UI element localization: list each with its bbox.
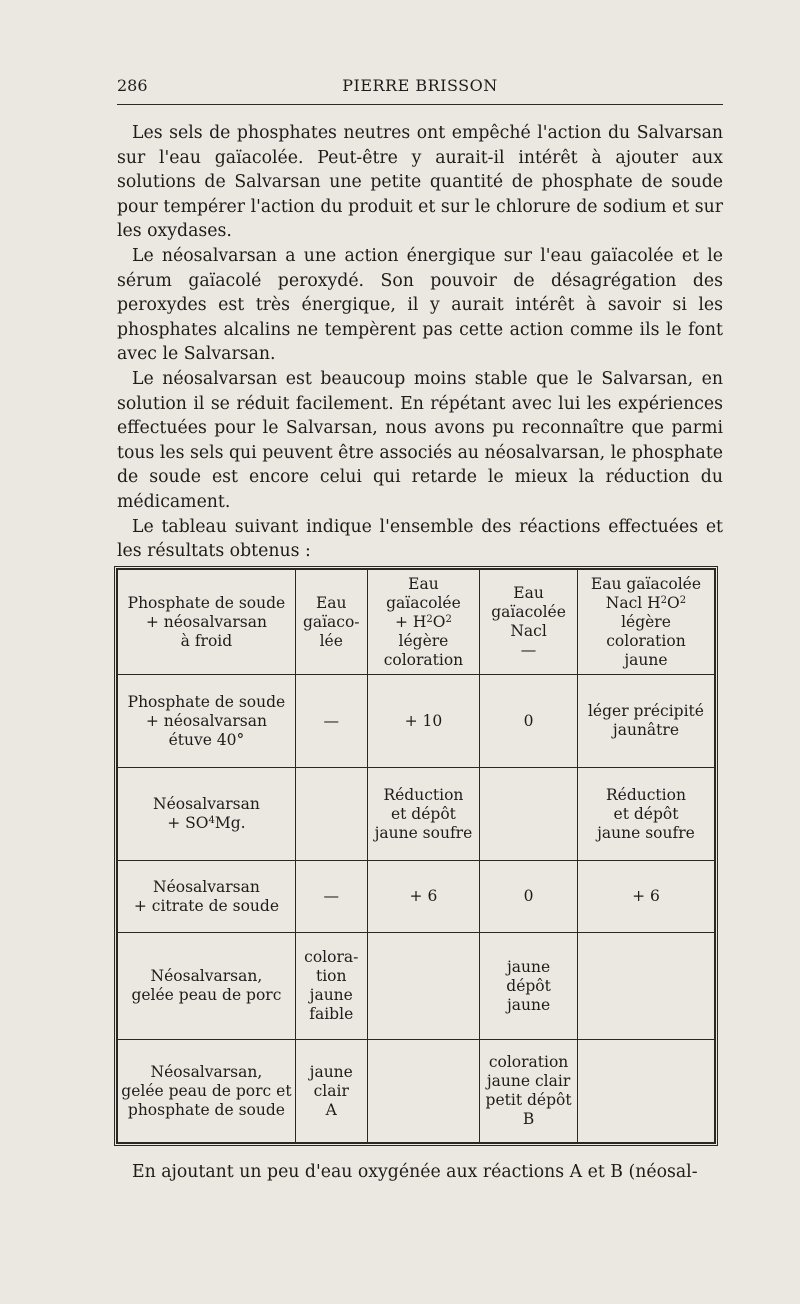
table-cell [577,861,714,933]
cell-text: — [323,887,339,905]
cell-text: Eau gaïacolée Nacl — [491,584,566,659]
cell-text: léger précipité jaunâtre [587,702,704,739]
cell-text: Réduction et dépôt jaune soufre [374,785,473,842]
table-cell [367,861,480,933]
paragraph: Le tableau suivant indique l'ensemble des réactions effectuées et les résultats obtenus : [117,516,723,562]
paragraph: En ajoutant un peu d'eau oxygénée aux réactions A et B (néosal- [132,1162,698,1182]
table-cell [367,675,480,768]
table-cell [118,570,296,675]
cell-text: Eau gaïaco- lée [302,593,360,650]
table-cell [118,861,296,933]
continuation-text [117,1160,723,1185]
cell-text: + 6 [409,887,438,905]
table-cell [295,768,367,861]
table-row [118,768,715,861]
table-cell [367,768,480,861]
header-rule [117,104,723,105]
cell-text: 0 [523,887,534,905]
table-cell [295,675,367,768]
table-cell [118,768,296,861]
cell-text: Néosalvarsan + citrate de soude [133,877,279,915]
cell-text: jaune clair A [309,1062,353,1119]
table-row [118,861,715,933]
cell-text: + 10 [404,711,443,730]
running-title: PIERRE BRISSON [342,76,498,95]
cell-text: Néosalvarsan, gelée peau de porc et phosphate de soude [121,1062,292,1119]
cell-text: coloration jaune clair petit dépôt B [485,1053,572,1128]
table-cell [577,933,714,1040]
cell-text: légère coloration jaune [606,612,686,669]
table-cell [295,1040,367,1143]
cell-text: Réduction et dépôt jaune soufre [597,785,695,842]
table-cell [118,675,296,768]
table-cell [577,570,714,675]
cell-text: Phosphate de soude + néosalvarsan à froid [127,593,286,650]
body-text [117,121,723,564]
table-cell [118,933,296,1040]
paragraph: Les sels de phosphates neutres ont empêché l'action du Salvarsan sur l'eau gaïacolée. Peut-être y aurait-il intérêt à ajouter aux solutions de Salvarsan une petite quantité de phosphate de soude pour tempérer l'action du produit et sur le chlorure de sodium et sur les oxydases. [117,123,723,242]
table-row [118,675,715,768]
table-cell [480,861,578,933]
cell-formula: Nacl $H^2O^2$ [605,593,687,612]
table-cell [118,1040,296,1143]
table-cell [480,768,578,861]
cell-text: Eau gaïacolée [590,574,702,593]
table-cell [480,1040,578,1143]
cell-formula: + $H^2O^2$ [394,612,452,631]
table-cell [480,933,578,1040]
table-row [118,933,715,1040]
cell-text: Phosphate de soude + néosalvarsan étuve 40° [127,692,286,749]
cell-text: + 6 [632,887,660,905]
cell-text: Eau gaïacolée [386,574,461,612]
table-cell [367,933,480,1040]
table-cell [577,768,714,861]
table-cell [367,570,480,675]
results-table [114,566,718,1146]
table-cell [577,675,714,768]
cell-text: colora- tion jaune faible [304,948,359,1023]
cell-text: 0 [523,711,534,730]
cell-text: jaune dépôt jaune [506,957,551,1014]
paragraph: Le néosalvarsan a une action énergique sur l'eau gaïacolée et le sérum gaïacolé peroxydé. Son pouvoir de désagrégation des peroxydes est très énergique, il y aurait intérêt à savoir si les phosphates alcalins ne tempèrent pas cette action comme ils le font avec le Salvarsan. [117,245,723,365]
cell-text: — [323,711,339,730]
table-cell [577,1040,714,1143]
page-number: 286 [117,76,148,95]
paragraph: Le néosalvarsan est beaucoup moins stable que le Salvarsan, en solution il se réduit facilement. En répétant avec lui les expériences effectuées pour le Salvarsan, nous avons pu reconnaître que parmi tous les sels qui peuvent être associés au néosalvarsan, le phosphate de soude est encore celui qui retarde le mieux la réduction du médicament. [117,368,723,512]
cell-text: Néosalvarsan, gelée peau de porc [131,967,282,1004]
cell-text: Néosalvarsan [153,795,260,813]
running-header [117,76,723,100]
table-cell [480,675,578,768]
table-row [118,570,715,675]
table-cell [480,570,578,675]
table-cell [295,570,367,675]
cell-formula: + $SO^4Mg$. [167,814,246,832]
cell-text: légère coloration [383,631,464,669]
table-row [118,1040,715,1143]
table-cell [295,861,367,933]
table-cell [367,1040,480,1143]
table-cell [295,933,367,1040]
